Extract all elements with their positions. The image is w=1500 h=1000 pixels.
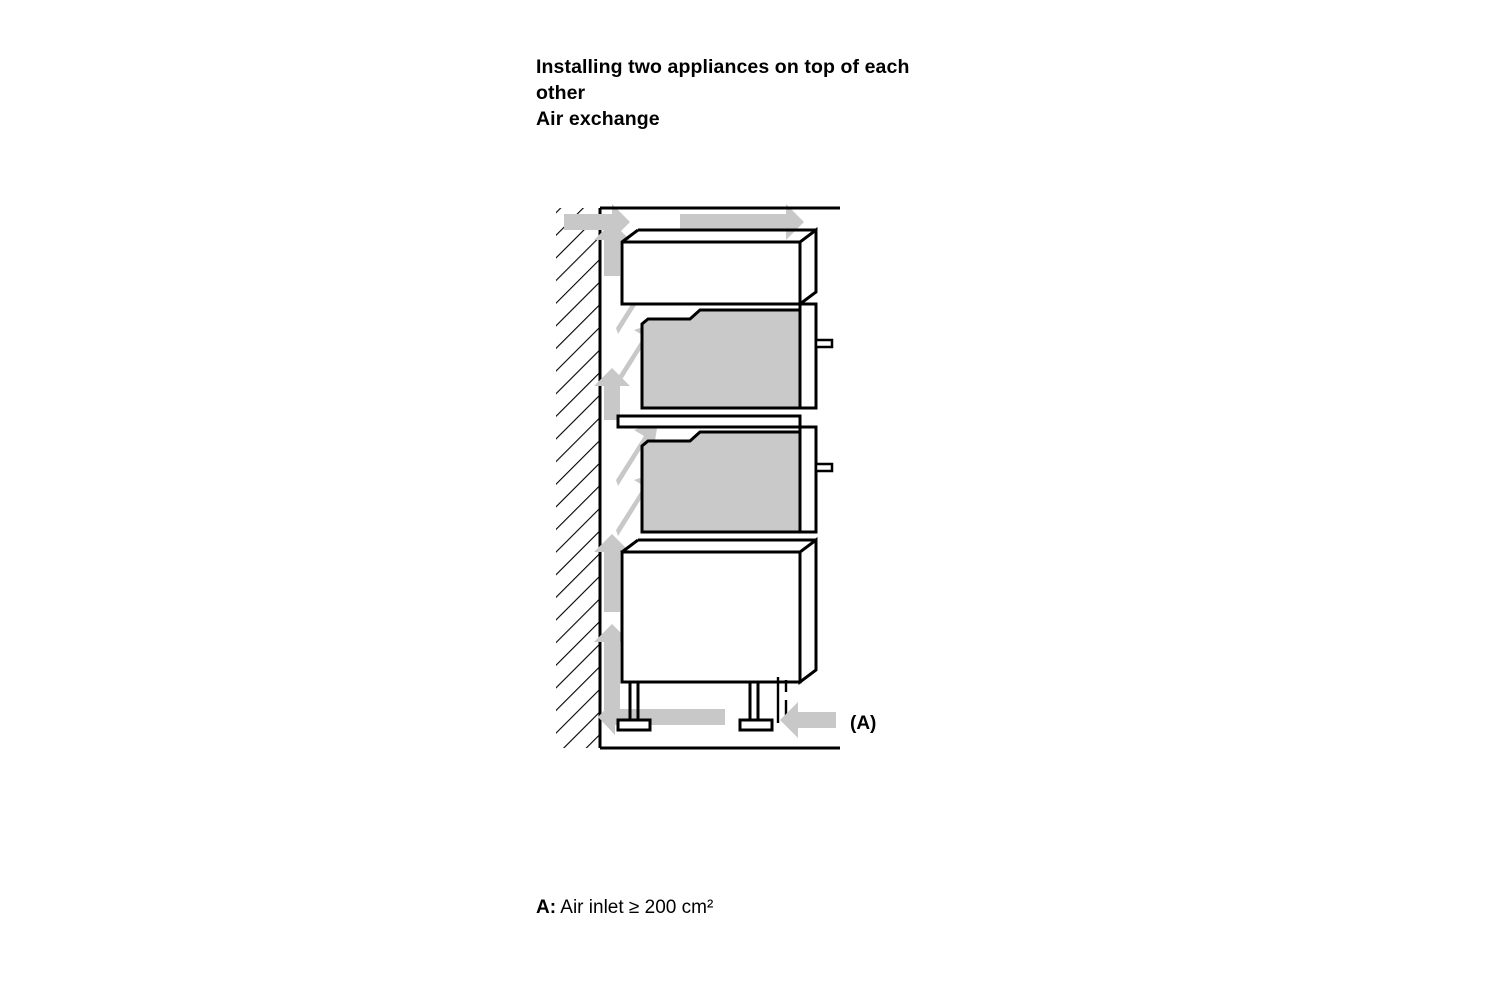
page-title-line-2: other (536, 81, 586, 104)
middle-shelf (618, 416, 800, 427)
upper-appliance (642, 304, 832, 408)
lower-compartment (622, 540, 816, 682)
caption-key: A: (536, 897, 557, 918)
upper-compartment (622, 230, 816, 304)
wall-hatching (556, 208, 600, 748)
installation-diagram (520, 180, 940, 780)
diagram-svg (520, 180, 940, 780)
figure-caption (536, 896, 713, 921)
page-title-line-1: Installing two appliances on top of each (536, 56, 910, 78)
page-title (536, 55, 1006, 133)
air-inlet-arrow (780, 702, 876, 738)
air-inlet-callout-label: (A) (850, 713, 877, 734)
caption-text: Air inlet ≥ 200 cm² (556, 897, 714, 918)
lower-appliance (642, 427, 832, 532)
page-subtitle: Air exchange (536, 107, 660, 130)
